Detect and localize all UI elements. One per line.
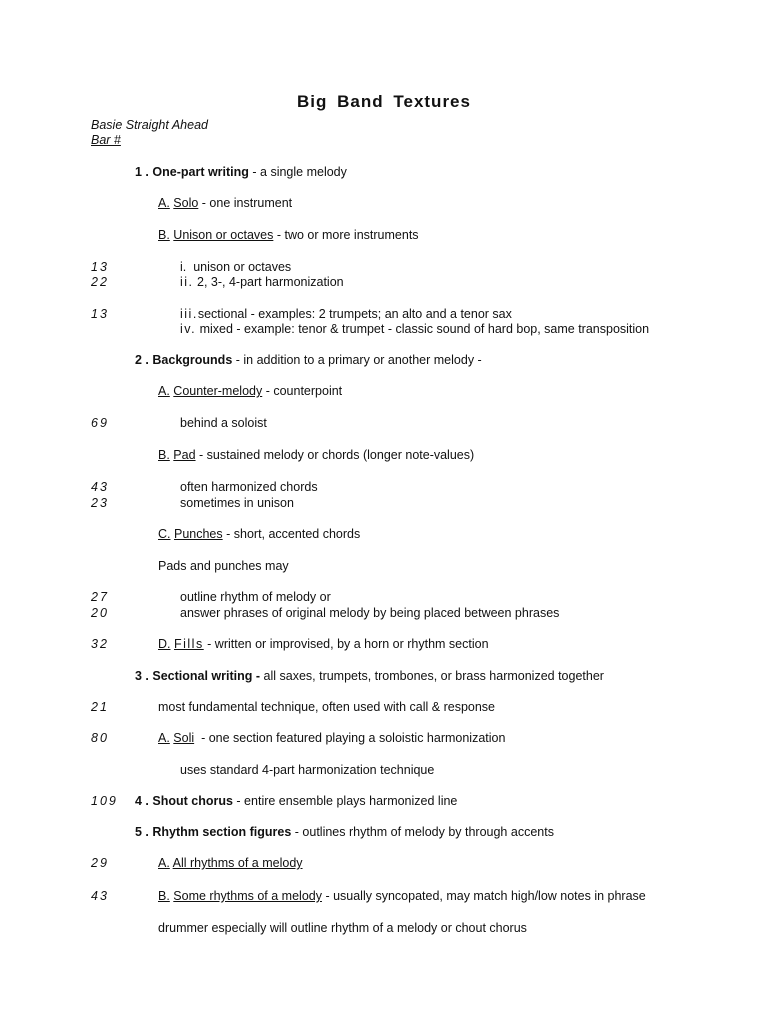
item-description: - one instrument <box>198 196 293 210</box>
section-5-heading <box>135 824 554 840</box>
subitem-text: mixed - example: tenor & trumpet - classic sound of hard bop, same transposition <box>199 322 650 336</box>
item-description: - usually syncopated, may match high/low notes in phrase <box>321 889 646 903</box>
item-2d <box>158 636 489 652</box>
section-description: - entire ensemble plays harmonized line <box>232 794 458 808</box>
item-description: - short, accented chords <box>222 527 361 541</box>
subitem-1b-iv <box>180 321 649 337</box>
item-term: Some rhythms of a melody <box>173 889 322 903</box>
section-description: - outlines rhythm of melody by through accents <box>291 825 554 839</box>
item-1a <box>158 195 292 211</box>
section-number: 4 . <box>135 794 149 808</box>
subitem-text: often harmonized chords <box>180 480 318 494</box>
bar-number: 13 <box>91 260 109 274</box>
item-letter: A. <box>158 384 170 398</box>
item-term: All rhythms of a melody <box>172 856 303 870</box>
bar-number: 23 <box>91 496 109 510</box>
section-title: Backgrounds <box>152 353 233 367</box>
roman-numeral: iii. <box>180 307 198 321</box>
bar-column-header: Bar # <box>91 133 121 147</box>
section-number: 2 . <box>135 353 149 367</box>
bar-number: 13 <box>91 307 109 321</box>
item-letter: B. <box>158 889 170 903</box>
section-description: - a single melody <box>248 165 347 179</box>
section-title: Rhythm section figures <box>152 825 292 839</box>
subitem-1b-iii <box>180 306 512 322</box>
section-number: 5 . <box>135 825 149 839</box>
item-description: - two or more instruments <box>273 228 419 242</box>
piece-subtitle: Basie Straight Ahead <box>91 118 208 132</box>
section-number: 1 . <box>135 165 149 179</box>
item-3a <box>158 730 505 746</box>
bar-number: 21 <box>91 700 109 714</box>
section-4-heading <box>135 793 457 809</box>
roman-numeral: iv. <box>180 322 197 336</box>
item-letter: A. <box>158 731 170 745</box>
section-description: - in addition to a primary or another melody - <box>232 353 482 367</box>
note-text: most fundamental technique, often used with call & response <box>158 700 496 714</box>
item-letter: D. <box>158 637 171 651</box>
item-letter: C. <box>158 527 171 541</box>
item-letter: B. <box>158 228 170 242</box>
roman-numeral: ii. <box>180 275 194 289</box>
item-1b <box>158 227 419 243</box>
item-2b <box>158 447 474 463</box>
subitem-text: uses standard 4-part harmonization technique <box>180 763 435 777</box>
subitem-text: outline rhythm of melody or <box>180 590 331 604</box>
section-3-heading <box>135 668 604 684</box>
section-title: Sectional writing - <box>152 669 261 683</box>
page-title: Big Band Textures <box>297 92 471 111</box>
subitem-text: sometimes in unison <box>180 496 294 510</box>
item-letter: A. <box>158 196 170 210</box>
note-text: Pads and punches may <box>158 559 289 573</box>
bar-number: 43 <box>91 889 109 903</box>
item-term: Pad <box>173 448 196 462</box>
section-number: 3 . <box>135 669 149 683</box>
item-term: Punches <box>173 527 223 541</box>
item-term: Fills <box>173 637 204 651</box>
bar-number: 29 <box>91 856 109 870</box>
item-term: Counter-melody <box>173 384 263 398</box>
bar-number: 27 <box>91 590 109 604</box>
subitem-text: sectional - examples: 2 trumpets; an alto and a tenor sax <box>197 307 512 321</box>
item-term: Soli <box>173 731 195 745</box>
bar-number: 20 <box>91 606 109 620</box>
item-5a <box>158 855 303 871</box>
bar-number: 43 <box>91 480 109 494</box>
subitem-1b-i <box>180 259 291 275</box>
item-2a <box>158 383 342 399</box>
item-description: - sustained melody or chords (longer note-values) <box>195 448 475 462</box>
subitem-text: answer phrases of original melody by being placed between phrases <box>180 606 560 620</box>
subitem-text: unison or octaves <box>193 260 292 274</box>
item-term: Unison or octaves <box>173 228 274 242</box>
note-text: drummer especially will outline rhythm of a melody or chout chorus <box>158 921 527 935</box>
bar-number: 109 <box>91 794 118 808</box>
subitem-text: 2, 3-, 4-part harmonization <box>197 275 344 289</box>
roman-numeral: i. <box>180 260 187 274</box>
item-description: - written or improvised, by a horn or rhythm section <box>203 637 489 651</box>
item-description: - counterpoint <box>262 384 343 398</box>
item-letter: A. <box>158 856 170 870</box>
item-5b <box>158 888 646 904</box>
section-title: Shout chorus <box>152 794 233 808</box>
item-letter: B. <box>158 448 170 462</box>
bar-number: 32 <box>91 637 109 651</box>
item-term: Solo <box>173 196 199 210</box>
section-2-heading <box>135 352 482 368</box>
item-description: - one section featured playing a soloistic harmonization <box>194 731 506 745</box>
section-description: all saxes, trumpets, trombones, or brass harmonized together <box>260 669 604 683</box>
bar-number: 22 <box>91 275 109 289</box>
section-1-heading <box>135 164 347 180</box>
item-2c <box>158 526 360 542</box>
section-title: One-part writing <box>152 165 249 179</box>
subitem-text: behind a soloist <box>180 416 267 430</box>
bar-number: 69 <box>91 416 109 430</box>
subitem-1b-ii <box>180 274 344 290</box>
bar-number: 80 <box>91 731 109 745</box>
